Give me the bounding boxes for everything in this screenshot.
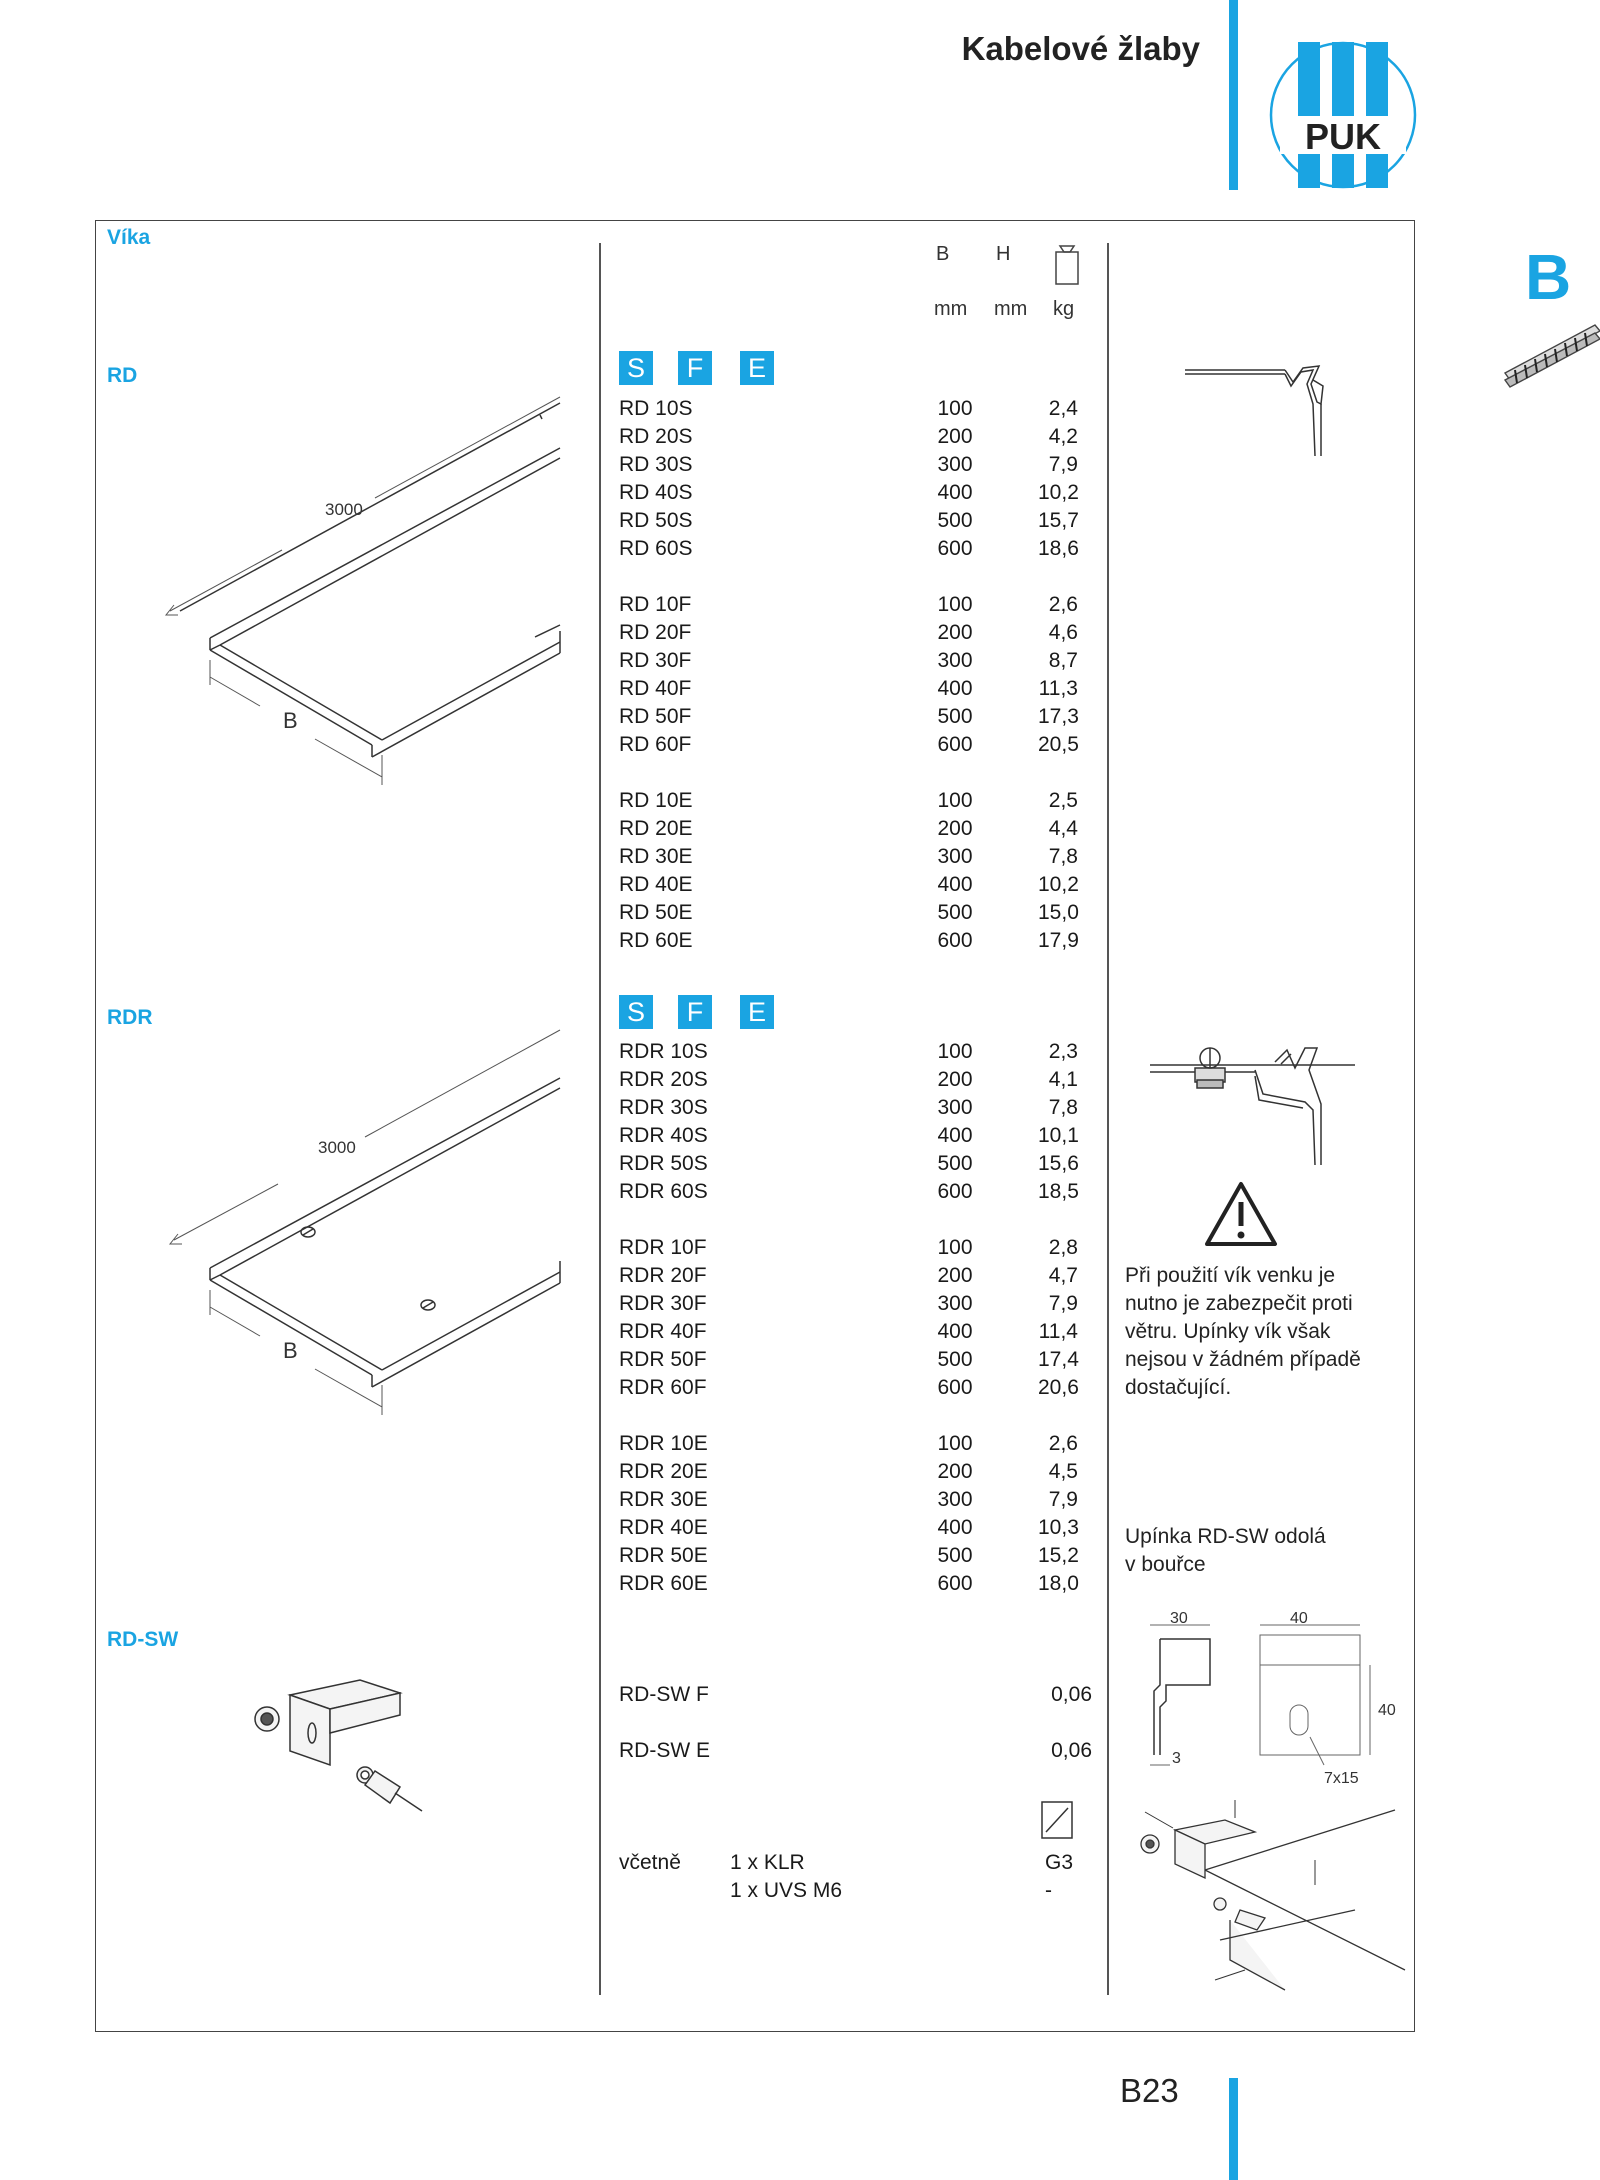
- includes-code: G3: [1045, 1851, 1074, 1874]
- rd-row-kg: 15,7: [1038, 509, 1079, 532]
- rd-row-kg: 17,9: [1038, 929, 1079, 952]
- rdr-row-b: 500: [937, 1544, 973, 1567]
- material-code-icon: [1040, 1796, 1076, 1840]
- warning-note-line: dostačující.: [1125, 1376, 1232, 1399]
- rd-row-b: 400: [937, 873, 973, 896]
- warning-note-line: větru. Upínky vík však: [1125, 1320, 1331, 1343]
- rdr-row-kg: 20,6: [1038, 1376, 1079, 1399]
- rd-row-b: 500: [937, 509, 973, 532]
- rd-row-b: 400: [937, 481, 973, 504]
- rd-row-kg: 7,8: [1048, 845, 1078, 868]
- rdsw-row-kg: 0,06: [1051, 1683, 1092, 1706]
- rd-row-name: RD 10F: [619, 593, 692, 616]
- header-accent-bar: [1229, 0, 1238, 190]
- cable-tray-icon: [1505, 325, 1600, 395]
- rdsw-row-name: RD-SW E: [619, 1739, 710, 1762]
- rdr-row-name: RDR 60S: [619, 1180, 708, 1203]
- rdr-row-name: RDR 60E: [619, 1572, 708, 1595]
- rd-row-kg: 20,5: [1038, 733, 1079, 756]
- badge-e: E: [740, 995, 774, 1029]
- rdr-row-name: RDR 50S: [619, 1152, 708, 1175]
- rdr-row-b: 600: [937, 1376, 973, 1399]
- rdr-row-b: 200: [937, 1460, 973, 1483]
- warning-note-line: nejsou v žádném případě: [1125, 1348, 1361, 1371]
- rd-length-label: 3000: [325, 500, 363, 519]
- rdr-row-name: RDR 40S: [619, 1124, 708, 1147]
- rd-row-name: RD 60S: [619, 537, 693, 560]
- section-label-rdsw: RD-SW: [107, 1628, 179, 1651]
- side-tab-letter: B: [1525, 241, 1572, 313]
- rdr-row-kg: 4,7: [1048, 1264, 1078, 1287]
- rdr-row-kg: 18,0: [1038, 1572, 1079, 1595]
- rdr-row-b: 200: [937, 1264, 973, 1287]
- rd-row-b: 200: [937, 425, 973, 448]
- rdr-row-kg: 17,4: [1038, 1348, 1079, 1371]
- rd-row-b: 500: [937, 705, 973, 728]
- rdr-row-b: 300: [937, 1096, 973, 1119]
- rdr-row-name: RDR 10E: [619, 1432, 708, 1455]
- rd-row-b: 400: [937, 677, 973, 700]
- rd-row-b: 300: [937, 649, 973, 672]
- rd-row-name: RD 50S: [619, 509, 693, 532]
- includes-code: -: [1045, 1879, 1052, 1902]
- rdr-row-b: 100: [937, 1236, 973, 1259]
- rd-row-name: RD 60F: [619, 733, 692, 756]
- page-number: B23: [1120, 2072, 1179, 2109]
- rdsw-mounted-drawing: [1135, 1800, 1405, 1990]
- rdr-row-kg: 4,5: [1048, 1460, 1078, 1483]
- badge-f: F: [678, 351, 712, 385]
- rd-row-kg: 10,2: [1038, 873, 1079, 896]
- rdr-row-b: 500: [937, 1348, 973, 1371]
- dim-slot: 7x15: [1324, 1770, 1359, 1787]
- rd-row-kg: 18,6: [1038, 537, 1079, 560]
- rdr-row-b: 300: [937, 1488, 973, 1511]
- badge-f: F: [678, 995, 712, 1029]
- column-header-h: H: [996, 243, 1011, 265]
- column-divider-left: [599, 243, 601, 1995]
- rdr-profile-sketch: [1145, 1040, 1365, 1170]
- rdr-row-b: 300: [937, 1292, 973, 1315]
- rdr-row-kg: 7,9: [1048, 1488, 1078, 1511]
- rd-row-kg: 2,6: [1048, 593, 1078, 616]
- rd-row-kg: 8,7: [1048, 649, 1078, 672]
- rdr-row-name: RDR 20F: [619, 1264, 707, 1287]
- rd-row-b: 100: [937, 397, 973, 420]
- rd-row-b: 600: [937, 733, 973, 756]
- section-title-vika: Víka: [107, 226, 151, 249]
- rd-cover-drawing: [160, 395, 580, 785]
- rdr-row-name: RDR 40F: [619, 1320, 707, 1343]
- column-header-b: B: [936, 243, 950, 265]
- badge-s: S: [619, 351, 653, 385]
- rdr-row-kg: 4,1: [1048, 1068, 1078, 1091]
- logo-text: PUK: [1304, 116, 1382, 157]
- rdr-row-b: 500: [937, 1152, 973, 1175]
- rd-row-name: RD 10E: [619, 789, 693, 812]
- badge-e: E: [740, 351, 774, 385]
- rdr-row-kg: 2,3: [1048, 1040, 1078, 1063]
- rd-row-name: RD 20S: [619, 425, 693, 448]
- rd-row-b: 500: [937, 901, 973, 924]
- rdr-row-b: 600: [937, 1180, 973, 1203]
- rd-row-kg: 4,4: [1048, 817, 1078, 840]
- rd-row-b: 200: [937, 621, 973, 644]
- rd-row-name: RD 60E: [619, 929, 693, 952]
- dim-w2: 40: [1290, 1610, 1308, 1627]
- rd-row-name: RD 30S: [619, 453, 693, 476]
- clip-note-line: v bouřce: [1125, 1553, 1206, 1576]
- badge-s: S: [619, 995, 653, 1029]
- warning-note-line: nutno je zabezpečit proti: [1125, 1292, 1353, 1315]
- rd-row-name: RD 30E: [619, 845, 693, 868]
- rdr-row-kg: 2,6: [1048, 1432, 1078, 1455]
- rd-row-kg: 2,4: [1048, 397, 1078, 420]
- rdr-row-name: RDR 30E: [619, 1488, 708, 1511]
- warning-icon: [1203, 1180, 1279, 1248]
- rd-row-b: 600: [937, 537, 973, 560]
- dim-h: 40: [1378, 1702, 1396, 1719]
- rd-width-label: B: [283, 708, 298, 733]
- rdr-row-kg: 18,5: [1038, 1180, 1079, 1203]
- rdr-row-b: 400: [937, 1516, 973, 1539]
- includes-item: 1 x UVS M6: [730, 1879, 843, 1902]
- rd-row-kg: 2,5: [1048, 789, 1078, 812]
- rdr-row-b: 200: [937, 1068, 973, 1091]
- rdsw-row-kg: 0,06: [1051, 1739, 1092, 1762]
- rd-row-name: RD 10S: [619, 397, 693, 420]
- rd-row-kg: 4,6: [1048, 621, 1078, 644]
- rdr-row-name: RDR 50E: [619, 1544, 708, 1567]
- rd-row-b: 600: [937, 929, 973, 952]
- rd-row-name: RD 50F: [619, 705, 692, 728]
- rd-row-kg: 11,3: [1038, 677, 1078, 700]
- includes-label: včetně: [619, 1851, 681, 1874]
- rdsw-dimension-drawing: [1140, 1610, 1410, 1795]
- rd-row-name: RD 50E: [619, 901, 693, 924]
- rd-row-name: RD 30F: [619, 649, 692, 672]
- rdr-row-name: RDR 30F: [619, 1292, 707, 1315]
- rdsw-row-name: RD-SW F: [619, 1683, 709, 1706]
- rd-row-b: 200: [937, 817, 973, 840]
- rdr-row-b: 600: [937, 1572, 973, 1595]
- rdr-row-name: RDR 10F: [619, 1236, 707, 1259]
- rdr-row-b: 400: [937, 1320, 973, 1343]
- rd-row-kg: 17,3: [1038, 705, 1079, 728]
- rdr-length-label: 3000: [318, 1138, 356, 1157]
- rdr-row-kg: 15,6: [1038, 1152, 1079, 1175]
- rd-row-b: 300: [937, 845, 973, 868]
- puk-logo: [1268, 40, 1418, 190]
- section-label-rdr: RDR: [107, 1006, 153, 1029]
- column-divider-right: [1107, 243, 1109, 1995]
- column-unit-h: mm: [994, 298, 1028, 320]
- rd-row-kg: 10,2: [1038, 481, 1079, 504]
- rd-row-name: RD 40E: [619, 873, 693, 896]
- rd-profile-sketch: [1185, 360, 1345, 470]
- rdr-row-kg: 10,1: [1038, 1124, 1079, 1147]
- rd-row-b: 300: [937, 453, 973, 476]
- rdr-row-kg: 11,4: [1038, 1320, 1078, 1343]
- rdsw-clip-drawing: [250, 1675, 450, 1825]
- rd-row-kg: 4,2: [1048, 425, 1078, 448]
- rdr-row-name: RDR 50F: [619, 1348, 707, 1371]
- rd-row-b: 100: [937, 593, 973, 616]
- rd-row-kg: 15,0: [1038, 901, 1079, 924]
- dim-t: 3: [1172, 1750, 1181, 1767]
- column-unit-kg: kg: [1053, 298, 1075, 320]
- rdr-row-name: RDR 20S: [619, 1068, 708, 1091]
- page-title: Kabelové žlaby: [961, 30, 1200, 67]
- rdr-row-kg: 7,9: [1048, 1292, 1078, 1315]
- rdr-row-kg: 7,8: [1048, 1096, 1078, 1119]
- rd-row-name: RD 20E: [619, 817, 693, 840]
- rdr-width-label: B: [283, 1338, 298, 1363]
- includes-item: 1 x KLR: [730, 1851, 805, 1874]
- rdr-row-name: RDR 40E: [619, 1516, 708, 1539]
- rdr-row-name: RDR 60F: [619, 1376, 707, 1399]
- rd-row-kg: 7,9: [1048, 453, 1078, 476]
- rdr-row-b: 100: [937, 1040, 973, 1063]
- rd-row-b: 100: [937, 789, 973, 812]
- rdr-row-name: RDR 30S: [619, 1096, 708, 1119]
- warning-note-line: Při použití vík venku je: [1125, 1264, 1336, 1287]
- weight-icon: [1052, 242, 1082, 286]
- dim-w1: 30: [1170, 1610, 1188, 1627]
- clip-note-line: Upínka RD-SW odolá: [1125, 1525, 1326, 1548]
- rdr-row-kg: 2,8: [1048, 1236, 1078, 1259]
- section-label-rd: RD: [107, 364, 138, 387]
- column-unit-b: mm: [934, 298, 968, 320]
- rdr-row-name: RDR 20E: [619, 1460, 708, 1483]
- footer-accent-bar: [1229, 2078, 1238, 2180]
- rdr-row-kg: 10,3: [1038, 1516, 1079, 1539]
- rd-row-name: RD 40F: [619, 677, 692, 700]
- rdr-row-b: 400: [937, 1124, 973, 1147]
- rdr-row-kg: 15,2: [1038, 1544, 1079, 1567]
- rdr-cover-drawing: [160, 1025, 580, 1415]
- rdr-row-b: 100: [937, 1432, 973, 1455]
- rd-row-name: RD 20F: [619, 621, 692, 644]
- rdr-row-name: RDR 10S: [619, 1040, 708, 1063]
- rd-row-name: RD 40S: [619, 481, 693, 504]
